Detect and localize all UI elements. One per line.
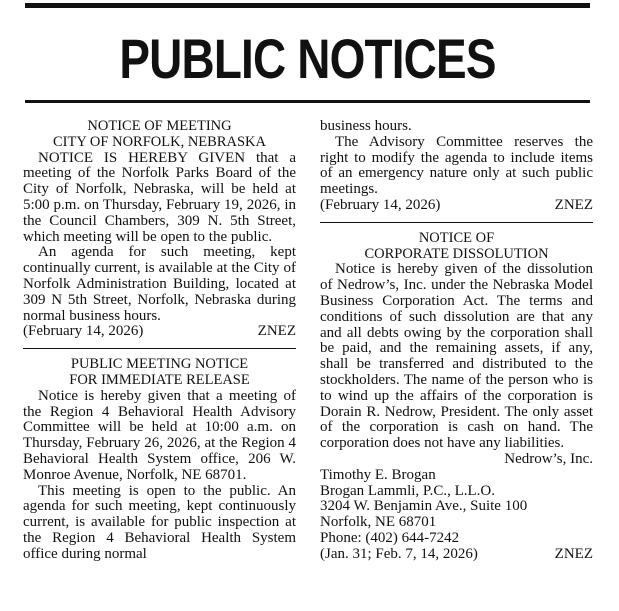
notice-paragraph: Notice is hereby given of the dissolution of Nedrow’s, Inc. under the Nebraska Model Business Corporation Act. The terms and conditions of such dissolution are that any and all debts owing by the corporation shall be paid, and the remaining assets, if any, shall be transferred and distributed to the stockholders. The name of the person who is to wind up the affairs of the corporation is Dorain R. Nedrow, President. The only asset of the corporation is cash on hand. The corporation does not have any liabilities. (320, 261, 593, 452)
notice-subtitle: CORPORATE DISSOLUTION (364, 245, 549, 262)
notice-corporate-dissolution (320, 231, 593, 563)
notice-divider (320, 222, 593, 223)
notice-code: ZNEZ (554, 196, 593, 213)
law-firm: Brogan Lammli, P.C., L.L.O. (320, 482, 495, 499)
notice-paragraph: NOTICE IS HEREBY GIVEN that a meeting of the Norfolk Parks Board of the City of Norfolk, Nebraska, will be held at 5:00 p.m. on Thursday, February 19, 2026, in the Council Chambers, 309 N. 5th Street, which meeting will be open to the public. (23, 149, 296, 245)
notice-title: NOTICE OF (418, 229, 495, 246)
notice-paragraph-continued: business hours. (320, 118, 412, 134)
masthead-rule (25, 100, 590, 103)
notice-code: ZNEZ (554, 545, 593, 562)
publication-dates: (Jan. 31; Feb. 7, 14, 2026) (320, 545, 478, 562)
publication-date: (February 14, 2026) (320, 196, 441, 213)
address-line-2: Norfolk, NE 68701 (320, 514, 437, 531)
notice-paragraph: The Advisory Committee reserves the right to modify the agenda to include items of an emergency nature only at such public meetings. (320, 133, 593, 198)
notice-footer (320, 198, 593, 214)
notice-code: ZNEZ (257, 323, 296, 340)
notice-paragraph: An agenda for such meeting, kept continually current, is available at the City of Norfolk Administration Building, located at 309 N 5th Street, Norfolk, Nebraska during normal business hours. (23, 244, 296, 324)
notice-paragraph: This meeting is open to the public. An agenda for such meeting, kept continuously current, is available for public inspection at the Region 4 Behavioral Health System office during normal (23, 482, 296, 562)
address-line-1: 3204 W. Benjamin Ave., Suite 100 (320, 498, 528, 515)
notice-title: NOTICE OF MEETING (87, 118, 232, 134)
notice-subtitle: FOR IMMEDIATE RELEASE (69, 371, 250, 388)
company-name: Nedrow’s, Inc. (504, 450, 593, 467)
attorney-name: Timothy E. Brogan (320, 466, 436, 483)
notice-footer (320, 547, 593, 563)
top-rule (25, 3, 590, 8)
page-title: PUBLIC NOTICES (119, 27, 496, 90)
notice-meeting-norfolk (23, 119, 296, 340)
notice-subtitle: CITY OF NORFOLK, NEBRASKA (53, 133, 266, 150)
notice-paragraph: Notice is hereby given that a meeting of the Region 4 Behavioral Health Advisory Committee will be held at 10:00 a.m. on Thursday, February 26, 2026, at the Region 4 Behavioral Health System office, 206 W. Monroe Avenue, Norfolk, NE 68701. (23, 387, 296, 483)
notice-region4-meeting (23, 357, 296, 562)
notice-region4-continued (320, 119, 593, 214)
phone-number: Phone: (402) 644-7242 (320, 529, 460, 546)
notice-footer (23, 324, 296, 340)
notice-title: PUBLIC MEETING NOTICE (70, 356, 249, 373)
publication-date: (February 14, 2026) (23, 323, 144, 340)
notice-divider (23, 348, 296, 349)
right-column (320, 119, 593, 563)
left-column (23, 119, 296, 563)
